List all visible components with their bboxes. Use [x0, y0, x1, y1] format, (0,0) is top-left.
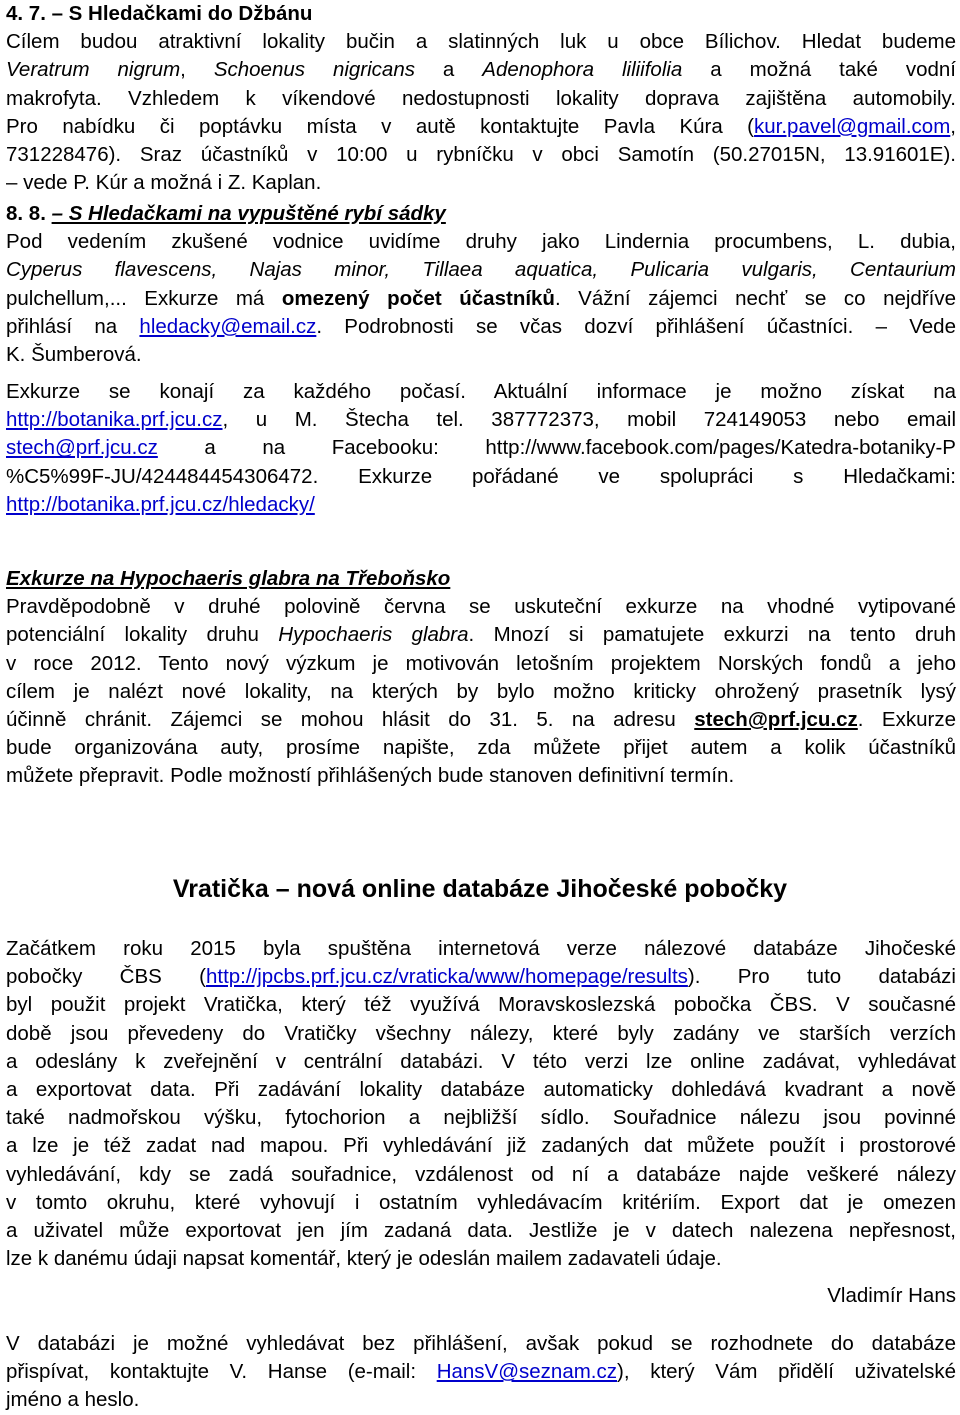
taxon-name: Veratrum nigrum [6, 58, 181, 82]
taxon-name: Schoenus nigricans [213, 58, 415, 82]
web-link[interactable]: http://jpcbs.prf.jcu.cz/vraticka/www/homepage/results [205, 965, 688, 989]
body-line: Exkurze se konají za každého počasí. Aktuální informace je možno získat na [6, 380, 956, 403]
body-line: 731228476). Sraz účastníků v 10:00 u rybníčku v obci Samotín (50.27015N, 13.91601E). [6, 143, 956, 167]
body-line [6, 285, 956, 313]
body-line: v tomto okruhu, které vyhovují i ostatním vyhledávacím kritériím. Export dat je omezen [6, 1190, 956, 1214]
body-line: Veratrum nigrum, Schoenus nigricans a Adenophora liliifolia a možná také vodní [6, 58, 956, 82]
body-line [6, 313, 956, 341]
body-line: %C5%99F-JU/424484454306472. Exkurze pořádané ve spolupráci s Hledačkami: [6, 464, 956, 488]
body-line: a exportovat data. Při zadávání lokality databáze automaticky dohledává kvadrant a nově [6, 1078, 956, 1102]
body-line: byl použit projekt Vratička, který též využívá Moravskoslezská pobočka ČBS. V současné [6, 993, 956, 1017]
taxon-name: Hypochaeris glabra [278, 623, 469, 647]
text: Pro nabídku či poptávku místa v autě kontaktujte Pavla Kúra ( [6, 114, 755, 138]
heading-number: 8. 8. [6, 202, 46, 225]
email-link[interactable]: stech@prf.jcu.cz [6, 436, 158, 460]
section-body [6, 593, 956, 790]
body-line [6, 406, 956, 434]
body-line: lze k danému údaji napsat komentář, který je odeslán mailem zadavateli údaje. [6, 1247, 722, 1271]
body-line [6, 963, 956, 991]
body-line: bude organizována auty, prosíme napište, zda můžete přijet autem a kolik účastníků [6, 736, 956, 760]
body-line: a odeslány k zveřejnění v centrální databázi. V této verzi lze online zadávat, vyhledávat [6, 1049, 956, 1073]
section-heading: Exkurze na Hypochaeris glabra na Třeboňsko [6, 567, 451, 590]
body-line: v roce 2012. Tento nový výzkum je motivován letošním projektem Norských fondů a jeho [6, 651, 956, 675]
emphasis: omezený počet účastníků [281, 286, 555, 310]
email-emphasis: stech@prf.jcu.cz [694, 708, 858, 732]
body-line: V databázi je možné vyhledávat bez přihlášení, avšak pokud se rozhodnete do databáze [6, 1332, 956, 1355]
text: účinně chránit. Zájemci se mohou hlásit do 31. 5. na adresu [6, 708, 695, 732]
text: pulchellum,... Exkurze má [6, 286, 282, 310]
section-body [6, 228, 956, 369]
body-line: K. Šumberová. [6, 343, 142, 367]
text: . Vážní zájemci nechť se co nejdříve [554, 286, 957, 310]
text: , u M. Štecha tel. 387772373, mobil 724149053 nebo email [222, 408, 956, 432]
section-8-8 [6, 200, 956, 369]
article-note [6, 1330, 956, 1415]
body-line: Pravděpodobně v druhé polovině června se uskuteční exkurze na vhodné vytipované [6, 595, 956, 619]
section-body [6, 28, 956, 197]
body-line: makrofyta. Vzhledem k víkendové nedostupnosti lokality doprava zajištěna automobily. [6, 86, 956, 110]
body-line: době jsou převedeny do Vratičky všechny nálezy, které byly zadány ve starších verzích [6, 1021, 956, 1045]
signature: Vladimír Hans [827, 1284, 956, 1307]
body-line: Cyperus flavescens, Najas minor, Tillaea aquatica, Pulicaria vulgaris, Centaurium [6, 258, 956, 282]
email-link[interactable]: kur.pavel@gmail.com [754, 114, 951, 138]
body-line [6, 113, 956, 141]
body-line [6, 1358, 956, 1386]
text: přispívat, kontaktujte V. Hanse (e-mail: [6, 1360, 437, 1384]
body-line: cílem je nalézt nové lokality, na kterých by bylo možno kriticky ohrožený prasetník lysý [6, 679, 956, 703]
body-line [6, 491, 956, 519]
body-line [6, 621, 956, 649]
body-line: jméno a heslo. [6, 1388, 140, 1412]
taxon-name: Adenophora liliifolia [482, 58, 683, 82]
text: ), který Vám přidělí uživatelské [617, 1360, 956, 1384]
body-line: Pod vedením zkušené vodnice uvidíme druhy jako Lindernia procumbens, L. dubia, [6, 230, 956, 254]
body-line: můžete přepravit. Podle možností přihlášených bude stanoven definitivní termín. [6, 764, 735, 788]
general-info [6, 378, 956, 519]
text: přihlásí na [6, 314, 140, 338]
body-line: a lze je též zadat nad mapou. Při vyhledávání již zadaných dat můžete použít i prostorové [6, 1134, 956, 1158]
text: , [950, 114, 956, 138]
body-line: – vede P. Kúr a možná i Z. Kaplan. [6, 171, 322, 195]
email-link[interactable]: HansV@seznam.cz [436, 1360, 618, 1384]
body-line: vyhledávání, kdy se zadá souřadnice, vzdálenost od ní a databáze najde veškeré nálezy [6, 1162, 956, 1186]
text: . Podrobnosti se včas dozví přihlášení účastníci. – Vede [316, 314, 956, 338]
body-line: a uživatel může exportovat jen jím zadaná data. Jestliže je v datech nalezena nepřesnost, [6, 1219, 956, 1243]
text: ). Pro tuto databázi [687, 965, 956, 989]
text: . Exkurze [857, 708, 956, 732]
text: pobočky ČBS ( [6, 965, 206, 989]
section-hypochaeris [6, 565, 956, 791]
section-heading: 4. 7. – S Hledačkami do Džbánu [6, 2, 313, 25]
web-link[interactable]: http://botanika.prf.jcu.cz/hledacky/ [6, 492, 315, 516]
section-heading [6, 200, 956, 228]
section-4-7 [6, 0, 956, 197]
body-line [6, 434, 956, 462]
text: . Mnozí si pamatujete exkurzi na tento druh [468, 623, 956, 647]
email-link[interactable]: hledacky@email.cz [139, 314, 317, 338]
body-line: také nadmořskou výšku, fytochorion a nejbližší sídlo. Souřadnice nálezu jsou povinné [6, 1106, 956, 1130]
text: a na Facebooku: http://www.facebook.com/pages/Katedra-botaniky-P [157, 436, 956, 460]
text: potenciální lokality druhu [6, 623, 279, 647]
article-body [6, 935, 956, 1273]
body-line: Cílem budou atraktivní lokality bučin a slatinných luk u obce Bílichov. Hledat budeme [6, 30, 956, 54]
web-link[interactable]: http://botanika.prf.jcu.cz [6, 408, 223, 432]
body-line: Začátkem roku 2015 byla spuštěna internetová verze nálezové databáze Jihočeské [6, 937, 956, 960]
body-line [6, 706, 956, 734]
heading-text: – S Hledačkami na vypuštěné rybí sádky [51, 202, 446, 225]
article-title: Vratička – nová online databáze Jihočeské pobočky [172, 875, 788, 903]
